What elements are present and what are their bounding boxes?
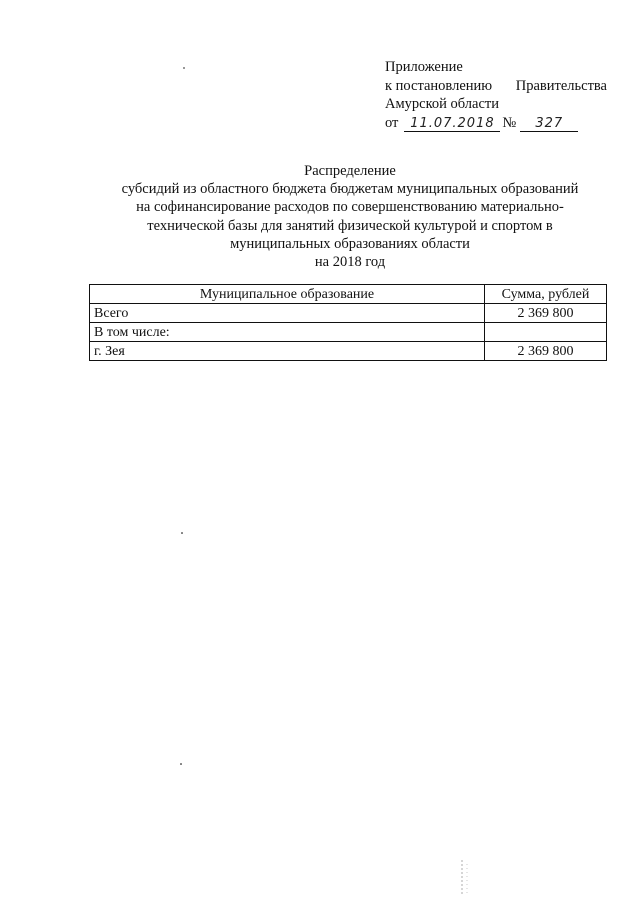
title-line-1: субсидий из областного бюджета бюджетам муниципальных образований — [121, 181, 579, 198]
scan-speck — [181, 532, 183, 534]
number-prefix: № — [502, 114, 517, 131]
row-amount — [485, 323, 607, 342]
table-row — [90, 323, 607, 342]
row-label: Всего — [90, 304, 485, 323]
row-amount: 2 369 800 — [485, 342, 607, 361]
appendix-title: Приложение — [385, 59, 463, 75]
date-prefix: от — [385, 114, 399, 131]
distribution-table — [89, 284, 607, 361]
scan-speck — [180, 763, 182, 765]
table-header-row — [90, 285, 607, 304]
header-municipality: Муниципальное образование — [90, 285, 485, 304]
title-line-5: на 2018 год — [314, 254, 386, 271]
scan-edge-mark — [458, 858, 472, 898]
appendix-region: Амурской области — [385, 96, 499, 112]
table-row — [90, 304, 607, 323]
appendix-resolution-line — [385, 77, 607, 96]
title-heading: Распределение — [304, 163, 396, 179]
appendix-date-line — [385, 114, 615, 133]
table-row — [90, 342, 607, 361]
document-title — [60, 162, 640, 271]
title-line-2: на софинансирование расходов по совершенствованию материально- — [136, 199, 564, 216]
row-label: г. Зея — [90, 342, 485, 361]
title-line-3: технической базы для занятий физической культурой и спортом в — [147, 217, 553, 234]
appendix-resolution-left: к постановлению — [385, 77, 493, 94]
row-label: В том числе: — [90, 323, 485, 342]
row-amount: 2 369 800 — [485, 304, 607, 323]
appendix-header — [385, 58, 615, 132]
scan-speck — [183, 67, 185, 69]
handwritten-number: 327 — [520, 116, 578, 132]
title-line-4: муниципальных образованиях области — [230, 235, 470, 252]
handwritten-date: 11.07.2018 — [404, 116, 500, 132]
header-amount: Сумма, рублей — [485, 285, 607, 304]
appendix-resolution-right: Правительства — [515, 77, 607, 94]
